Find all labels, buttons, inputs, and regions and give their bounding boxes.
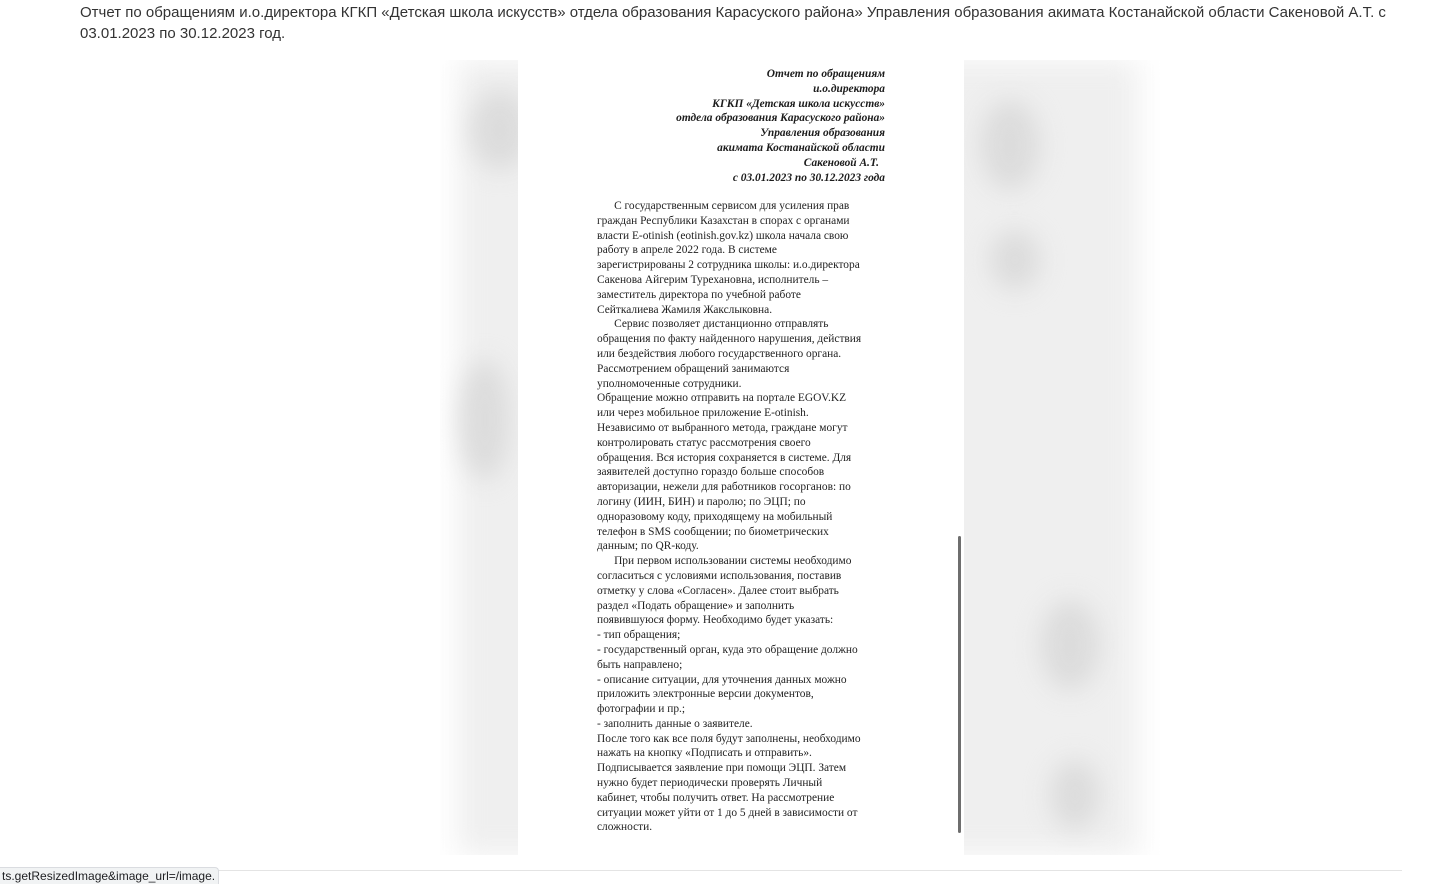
document-body-line: Сейткалиева Жамиля Жакслыковна. [597,303,773,316]
document-header-line: с 03.01.2023 по 30.12.2023 года [732,171,885,184]
document-header-line: Сакеновой А.Т. [803,156,879,169]
document-body-line: Сакенова Айгерим Турехановна, исполнитель – [597,273,829,286]
document-body-line: кабинет, чтобы получить ответ. На рассмотрение [597,791,835,804]
document-body-line: ситуации может уйти от 1 до 5 дней в зависимости от [597,806,858,819]
document-body-line: нужно будет периодически проверять Личный [597,777,823,790]
document-body-line: Независимо от выбранного метода, граждане могут [597,421,848,434]
viewer-scrollbar[interactable] [956,60,962,855]
document-body-line: власти E-otinish (eotinish.gov.kz) школа начала свою [597,229,849,242]
article-heading: Отчет по обращениям и.о.директора КГКП «Детская школа искусств» отдела образования Карасуского района» Управления образования акимата Костанайской области Сакеновой А.Т. с 03.01.2023 по 30.12.2023 год. [80,4,1386,42]
document-header-line: Управления образования [760,127,885,140]
document-body-line: - тип обращения; [597,629,681,642]
document-body-line: Сервис позволяет дистанционно отправлять [597,318,829,331]
document-body-line: или бездействия любого государственного органа. [597,347,842,360]
backdrop-shade [990,230,1040,290]
document-body-line: авторизации, нежели для работников госорганов: по [597,481,851,494]
document-body-line: появившуюся форму. Необходимо будет указать: [597,614,834,627]
document-header-line: Отчет по обращениям [766,68,885,80]
document-body-line: заместитель директора по учебной работе [597,288,801,301]
document-body-line: заявителей доступно гораздо больше способов [597,466,825,479]
document-body-line: При первом использовании системы необходимо [597,555,852,568]
document-body-line: отметку у слова «Согласен». Далее стоит выбрать [597,584,839,597]
document-body-line: сложности. [597,821,653,834]
document-body-line: Рассмотрением обращений занимаются [597,362,790,375]
document-body-line: одноразовому коду, приходящему на мобильный [597,510,833,523]
document-body-line: - государственный орган, куда это обращение должно [597,643,858,656]
document-body-line: - описание ситуации, для уточнения данных можно [597,673,847,686]
link-status-bar: ts.getResizedImage&image_url=/image. [0,867,219,884]
document-body-line: данным; по QR-коду. [597,540,699,553]
document-body-line: работу в апреле 2022 года. В системе [597,244,777,257]
backdrop-shade [1040,600,1100,690]
document-body-line: быть направлено; [597,658,683,671]
document-header-line: отдела образования Карасуского района» [676,112,885,125]
scrollbar-thumb[interactable] [958,536,961,833]
document-header [676,67,885,185]
document-body-line: обращения. Вся история сохраняется в системе. Для [597,451,852,464]
document-body-line: зарегистрированы 2 сотрудника школы: и.о.директора [597,259,860,272]
document-body-line: С государственным сервисом для усиления прав [597,200,850,212]
backdrop-shade [1050,760,1100,830]
document-body-line: Подписывается заявление при помощи ЭЦП. Затем [597,762,847,775]
document-header-line: КГКП «Детская школа искусств» [712,97,885,110]
backdrop-shade [460,360,510,480]
document-body-line: или через мобильное приложение E-otinish. [597,407,809,420]
document-header-line: и.о.директора [813,82,885,95]
document-body-line: После того как все поля будут заполнены, необходимо [597,732,861,745]
document-body-line: уполномоченные сотрудники. [597,377,742,390]
document-body-line: раздел «Подать обращение» и заполнить [597,599,795,612]
document-header-line: акимата Костанайской области [717,141,885,154]
document-body-line: Обращение можно отправить на портале EGOV.KZ [597,392,847,405]
document-image-viewer[interactable] [440,60,1160,855]
document-body-line: согласиться с условиями использования, поставив [597,569,842,582]
document-body-line: фотографии и пр.; [597,703,686,716]
document-body-line: - заполнить данные о заявителе. [597,717,753,730]
document-body-line: приложить электронные версии документов, [597,688,814,701]
backdrop-shade [980,100,1040,190]
document-body-line: нажать на кнопку «Подписать и отправить». [597,747,812,760]
document-body-line: обращения по факту найденного нарушения, действия [597,333,862,346]
document-page [518,60,964,855]
document-body-line: граждан Республики Казахстан в спорах с органами [597,214,850,227]
document-body-line: контролировать статус рассмотрения своего [597,436,811,449]
document-body-line: логину (ИИН, БИН) и паролю; по ЭЦП; по [597,495,806,508]
document-body-line: телефон в SMS сообщении; по биометрических [597,525,829,538]
document-body [597,199,897,835]
